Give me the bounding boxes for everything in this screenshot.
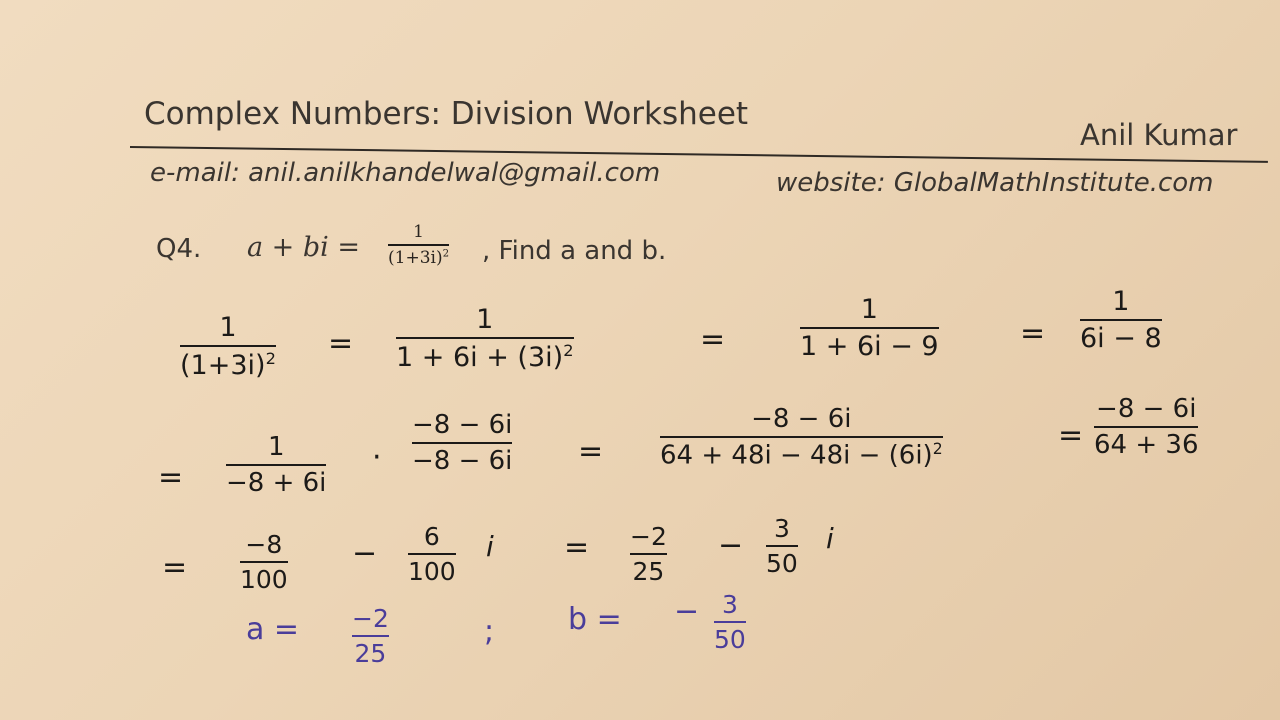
fraction-bar <box>408 553 456 555</box>
equals-sign: = <box>158 460 184 495</box>
fraction-denominator: 25 <box>632 557 665 586</box>
fraction-denominator: 6i − 8 <box>1080 323 1162 354</box>
answer-a-label: a = <box>246 612 300 647</box>
fraction-bar <box>800 327 939 329</box>
fraction-bar <box>240 561 288 563</box>
question-fraction-numerator: 1 <box>413 222 424 242</box>
fraction-denominator: 100 <box>408 557 456 586</box>
imaginary-unit: i <box>486 530 494 563</box>
row3-fraction-3 <box>630 522 667 586</box>
fraction-bar <box>1094 426 1198 428</box>
fraction-numerator: 1 <box>476 304 494 335</box>
fraction-bar <box>1080 319 1162 321</box>
fraction-bar <box>180 345 276 347</box>
multiply-dot: · <box>372 440 382 475</box>
question-label: Q4. <box>156 234 202 264</box>
row1-fraction-1 <box>180 312 276 381</box>
fraction-denominator: −8 − 6i <box>412 446 513 476</box>
fraction-denominator: $64 + 48i - 48i - (6i)^2$ <box>660 440 943 471</box>
fraction-bar <box>412 442 512 444</box>
row3-fraction-4 <box>766 514 798 578</box>
row2-fraction-1 <box>226 432 326 498</box>
fraction-denominator: 64 + 36 <box>1094 430 1199 460</box>
fraction-denominator: 100 <box>240 565 288 594</box>
fraction-numerator: −8 − 6i <box>412 410 513 440</box>
equals-sign: = <box>578 434 604 469</box>
minus-sign: − <box>352 536 378 571</box>
imaginary-unit: i <box>826 522 834 555</box>
question-text: , Find a and b. <box>482 236 667 266</box>
fraction-numerator: −8 <box>245 530 283 559</box>
fraction-denominator: −8 + 6i <box>226 468 327 498</box>
equals-sign: = <box>1020 316 1046 351</box>
equals-sign: = <box>564 530 590 565</box>
minus-sign: − <box>718 528 744 563</box>
fraction-numerator: 6 <box>423 522 440 551</box>
answer-b-minus: − <box>674 594 700 629</box>
fraction-numerator: 1 <box>219 312 237 343</box>
fraction-numerator: 1 <box>860 294 878 325</box>
fraction-numerator: 3 <box>721 590 738 619</box>
fraction-numerator: 1 <box>267 432 285 462</box>
fraction-bar <box>352 635 389 637</box>
question-fraction <box>388 222 449 268</box>
row2-fraction-4 <box>1094 394 1198 460</box>
fraction-numerator: −8 − 6i <box>751 404 852 434</box>
answer-separator: ; <box>484 614 495 649</box>
answer-a-fraction <box>352 604 389 668</box>
fraction-bar <box>714 621 746 623</box>
row1-fraction-3 <box>800 294 939 362</box>
fraction-denominator: 25 <box>354 639 387 668</box>
row2-fraction-2 <box>412 410 512 476</box>
fraction-numerator: 3 <box>773 514 790 543</box>
row3-fraction-2 <box>408 522 456 586</box>
equals-sign: = <box>700 322 726 357</box>
fraction-bar <box>388 244 449 246</box>
worksheet-title: Complex Numbers: Division Worksheet <box>144 96 749 132</box>
equals-sign: = <box>328 326 354 361</box>
answer-b-fraction <box>714 590 746 654</box>
fraction-numerator: −2 <box>630 522 667 551</box>
fraction-denominator: $1 + 6i + (3i)^2$ <box>396 341 574 373</box>
fraction-numerator: −8 − 6i <box>1096 394 1197 424</box>
fraction-bar <box>396 337 574 339</box>
row2-fraction-3 <box>660 404 943 471</box>
fraction-numerator: 1 <box>1112 286 1130 317</box>
equals-sign: = <box>162 550 188 585</box>
row1-fraction-2 <box>396 304 574 373</box>
fraction-denominator: 50 <box>714 625 746 654</box>
row3-fraction-1 <box>240 530 288 594</box>
fraction-bar <box>660 436 943 438</box>
row1-fraction-4 <box>1080 286 1162 354</box>
fraction-denominator: 50 <box>766 549 798 578</box>
email-text: e-mail: anil.anilkhandelwal@gmail.com <box>150 158 661 188</box>
website-text: website: GlobalMathInstitute.com <box>776 168 1214 198</box>
author-name: Anil Kumar <box>1080 118 1238 152</box>
fraction-numerator: −2 <box>352 604 389 633</box>
fraction-bar <box>630 553 667 555</box>
question-fraction-denominator: $(1+3i)^2$ <box>388 248 450 268</box>
fraction-denominator: $(1+3i)^2$ <box>180 349 276 381</box>
question-lhs <box>247 232 360 263</box>
answer-b-label: b = <box>568 602 622 637</box>
fraction-bar <box>226 464 326 466</box>
equals-sign: = <box>1058 418 1084 453</box>
fraction-denominator: 1 + 6i − 9 <box>800 331 939 362</box>
question-lhs-text: a + bi = <box>247 232 361 263</box>
fraction-bar <box>766 545 798 547</box>
